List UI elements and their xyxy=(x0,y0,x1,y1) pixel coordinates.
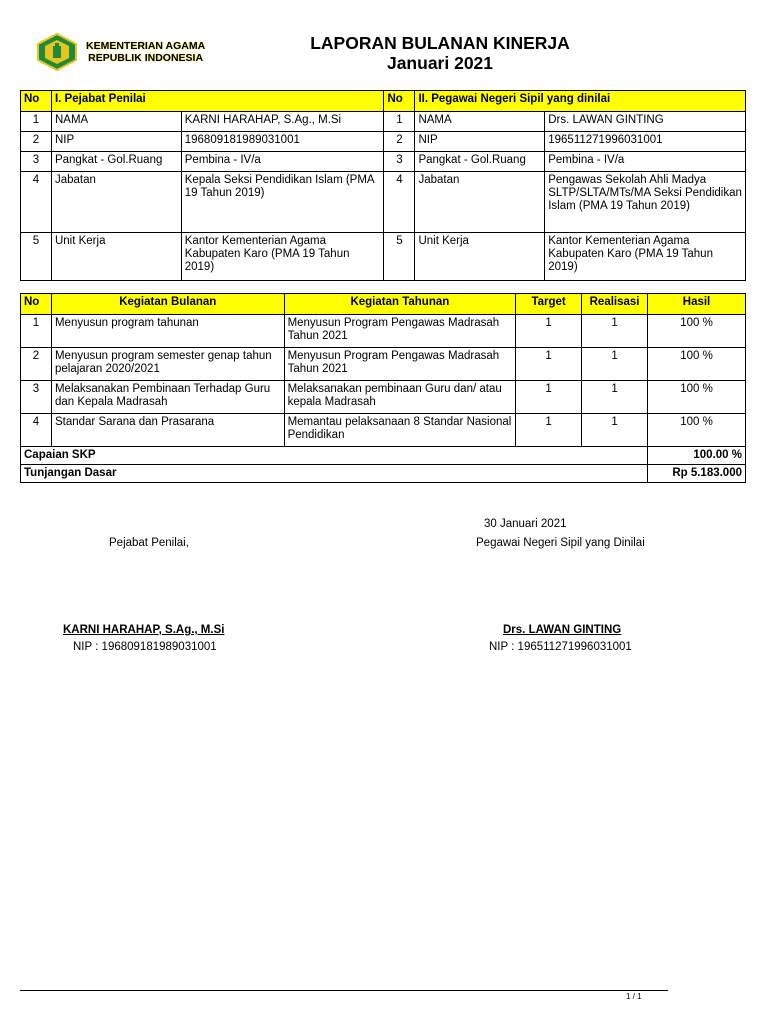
officials-table xyxy=(20,90,746,281)
row-label: NIP xyxy=(51,132,181,152)
officials-header-row xyxy=(21,91,746,112)
activity-yearly: Memantau pelaksanaan 8 Standar Nasional Pendidikan xyxy=(284,414,516,447)
activity-yearly: Menyusun Program Pengawas Madrasah Tahun 2021 xyxy=(284,348,516,381)
row-label: Unit Kerja xyxy=(51,233,181,281)
activity-monthly: Melaksanakan Pembinaan Terhadap Guru dan Kepala Madrasah xyxy=(51,381,284,414)
row-label: NAMA xyxy=(415,112,545,132)
evaluator-role: Pejabat Penilai, xyxy=(109,537,189,549)
activity-target: 1 xyxy=(516,414,582,447)
row-value: Kantor Kementerian Agama Kabupaten Karo (PMA 19 Tahun 2019) xyxy=(181,233,384,281)
row-value: Drs. LAWAN GINTING xyxy=(545,112,746,132)
col-realization: Realisasi xyxy=(582,294,648,315)
activity-yearly: Menyusun Program Pengawas Madrasah Tahun 2021 xyxy=(284,315,516,348)
row-label: NIP xyxy=(415,132,545,152)
footer-divider xyxy=(20,990,668,991)
activity-result: 100 % xyxy=(648,348,746,381)
table-row xyxy=(21,112,746,132)
row-no: 5 xyxy=(384,233,415,281)
row-no: 4 xyxy=(384,172,415,233)
table-row xyxy=(21,152,746,172)
evaluator-nip: NIP : 196809181989031001 xyxy=(73,641,217,653)
report-title xyxy=(250,33,630,73)
evaluator-name: KARNI HARAHAP, S.Ag., M.Si xyxy=(63,624,225,636)
table-row xyxy=(21,414,746,447)
col-result: Hasil xyxy=(648,294,746,315)
activity-realization: 1 xyxy=(582,315,648,348)
col-no-left: No xyxy=(21,91,52,112)
skp-value: 100.00 % xyxy=(648,447,746,465)
row-no: 1 xyxy=(384,112,415,132)
row-no: 2 xyxy=(384,132,415,152)
activity-realization: 1 xyxy=(582,414,648,447)
row-value: KARNI HARAHAP, S.Ag., M.Si xyxy=(181,112,384,132)
activity-no: 2 xyxy=(21,348,52,381)
skp-label: Capaian SKP xyxy=(21,447,648,465)
activity-target: 1 xyxy=(516,315,582,348)
row-no: 3 xyxy=(21,152,52,172)
table-row xyxy=(21,381,746,414)
allowance-label: Tunjangan Dasar xyxy=(21,465,648,483)
activity-no: 1 xyxy=(21,315,52,348)
activity-yearly: Melaksanakan pembinaan Guru dan/ atau kepala Madrasah xyxy=(284,381,516,414)
activity-monthly: Menyusun program semester genap tahun pelajaran 2020/2021 xyxy=(51,348,284,381)
row-no: 3 xyxy=(384,152,415,172)
allowance-value: Rp 5.183.000 xyxy=(648,465,746,483)
page-number: 1 / 1 xyxy=(626,992,642,1001)
activity-result: 100 % xyxy=(648,381,746,414)
period-text: Januari 2021 xyxy=(386,53,494,73)
col-yearly: Kegiatan Tahunan xyxy=(284,294,516,315)
row-value: 196809181989031001 xyxy=(181,132,384,152)
row-value: Pengawas Sekolah Ahli Madya SLTP/SLTA/MTs/MA Seksi Pendidikan Islam (PMA 19 Tahun 2019) xyxy=(545,172,746,233)
col-target: Target xyxy=(516,294,582,315)
table-row xyxy=(21,172,746,233)
activity-realization: 1 xyxy=(582,348,648,381)
activity-target: 1 xyxy=(516,348,582,381)
activities-header-row xyxy=(21,294,746,315)
ministry-line-2: REPUBLIK INDONESIA xyxy=(88,52,204,64)
row-label: Unit Kerja xyxy=(415,233,545,281)
ministry-line-1: KEMENTERIAN AGAMA xyxy=(86,40,206,52)
table-row xyxy=(21,233,746,281)
signature-date: 30 Januari 2021 xyxy=(484,518,567,530)
table-row xyxy=(21,132,746,152)
row-label: Jabatan xyxy=(415,172,545,233)
row-no: 5 xyxy=(21,233,52,281)
table-row xyxy=(21,348,746,381)
activity-realization: 1 xyxy=(582,381,648,414)
employee-header: II. Pegawai Negeri Sipil yang dinilai xyxy=(415,91,746,112)
evaluator-header: I. Pejabat Penilai xyxy=(51,91,384,112)
allowance-row xyxy=(21,465,746,483)
col-no-right: No xyxy=(384,91,415,112)
employee-role: Pegawai Negeri Sipil yang Dinilai xyxy=(476,537,645,549)
row-label: Pangkat - Gol.Ruang xyxy=(415,152,545,172)
ministry-logo xyxy=(34,32,80,72)
employee-nip: NIP : 196511271996031001 xyxy=(489,641,632,653)
activity-monthly: Standar Sarana dan Prasarana xyxy=(51,414,284,447)
title-text: LAPORAN BULANAN KINERJA xyxy=(310,33,570,53)
activities-table xyxy=(20,293,746,483)
activity-target: 1 xyxy=(516,381,582,414)
employee-name: Drs. LAWAN GINTING xyxy=(503,624,622,636)
activity-no: 3 xyxy=(21,381,52,414)
col-monthly: Kegiatan Bulanan xyxy=(51,294,284,315)
ministry-name xyxy=(86,40,205,64)
row-value: Kantor Kementerian Agama Kabupaten Karo (PMA 19 Tahun 2019) xyxy=(545,233,746,281)
row-value: Pembina - IV/a xyxy=(545,152,746,172)
row-value: Pembina - IV/a xyxy=(181,152,384,172)
activity-no: 4 xyxy=(21,414,52,447)
row-value: 196511271996031001 xyxy=(545,132,746,152)
row-value: Kepala Seksi Pendidikan Islam (PMA 19 Tahun 2019) xyxy=(181,172,384,233)
table-row xyxy=(21,315,746,348)
col-no: No xyxy=(21,294,52,315)
row-label: NAMA xyxy=(51,112,181,132)
row-label: Pangkat - Gol.Ruang xyxy=(51,152,181,172)
activity-result: 100 % xyxy=(648,315,746,348)
skp-row xyxy=(21,447,746,465)
row-label: Jabatan xyxy=(51,172,181,233)
activity-result: 100 % xyxy=(648,414,746,447)
row-no: 4 xyxy=(21,172,52,233)
row-no: 2 xyxy=(21,132,52,152)
row-no: 1 xyxy=(21,112,52,132)
activity-monthly: Menyusun program tahunan xyxy=(51,315,284,348)
